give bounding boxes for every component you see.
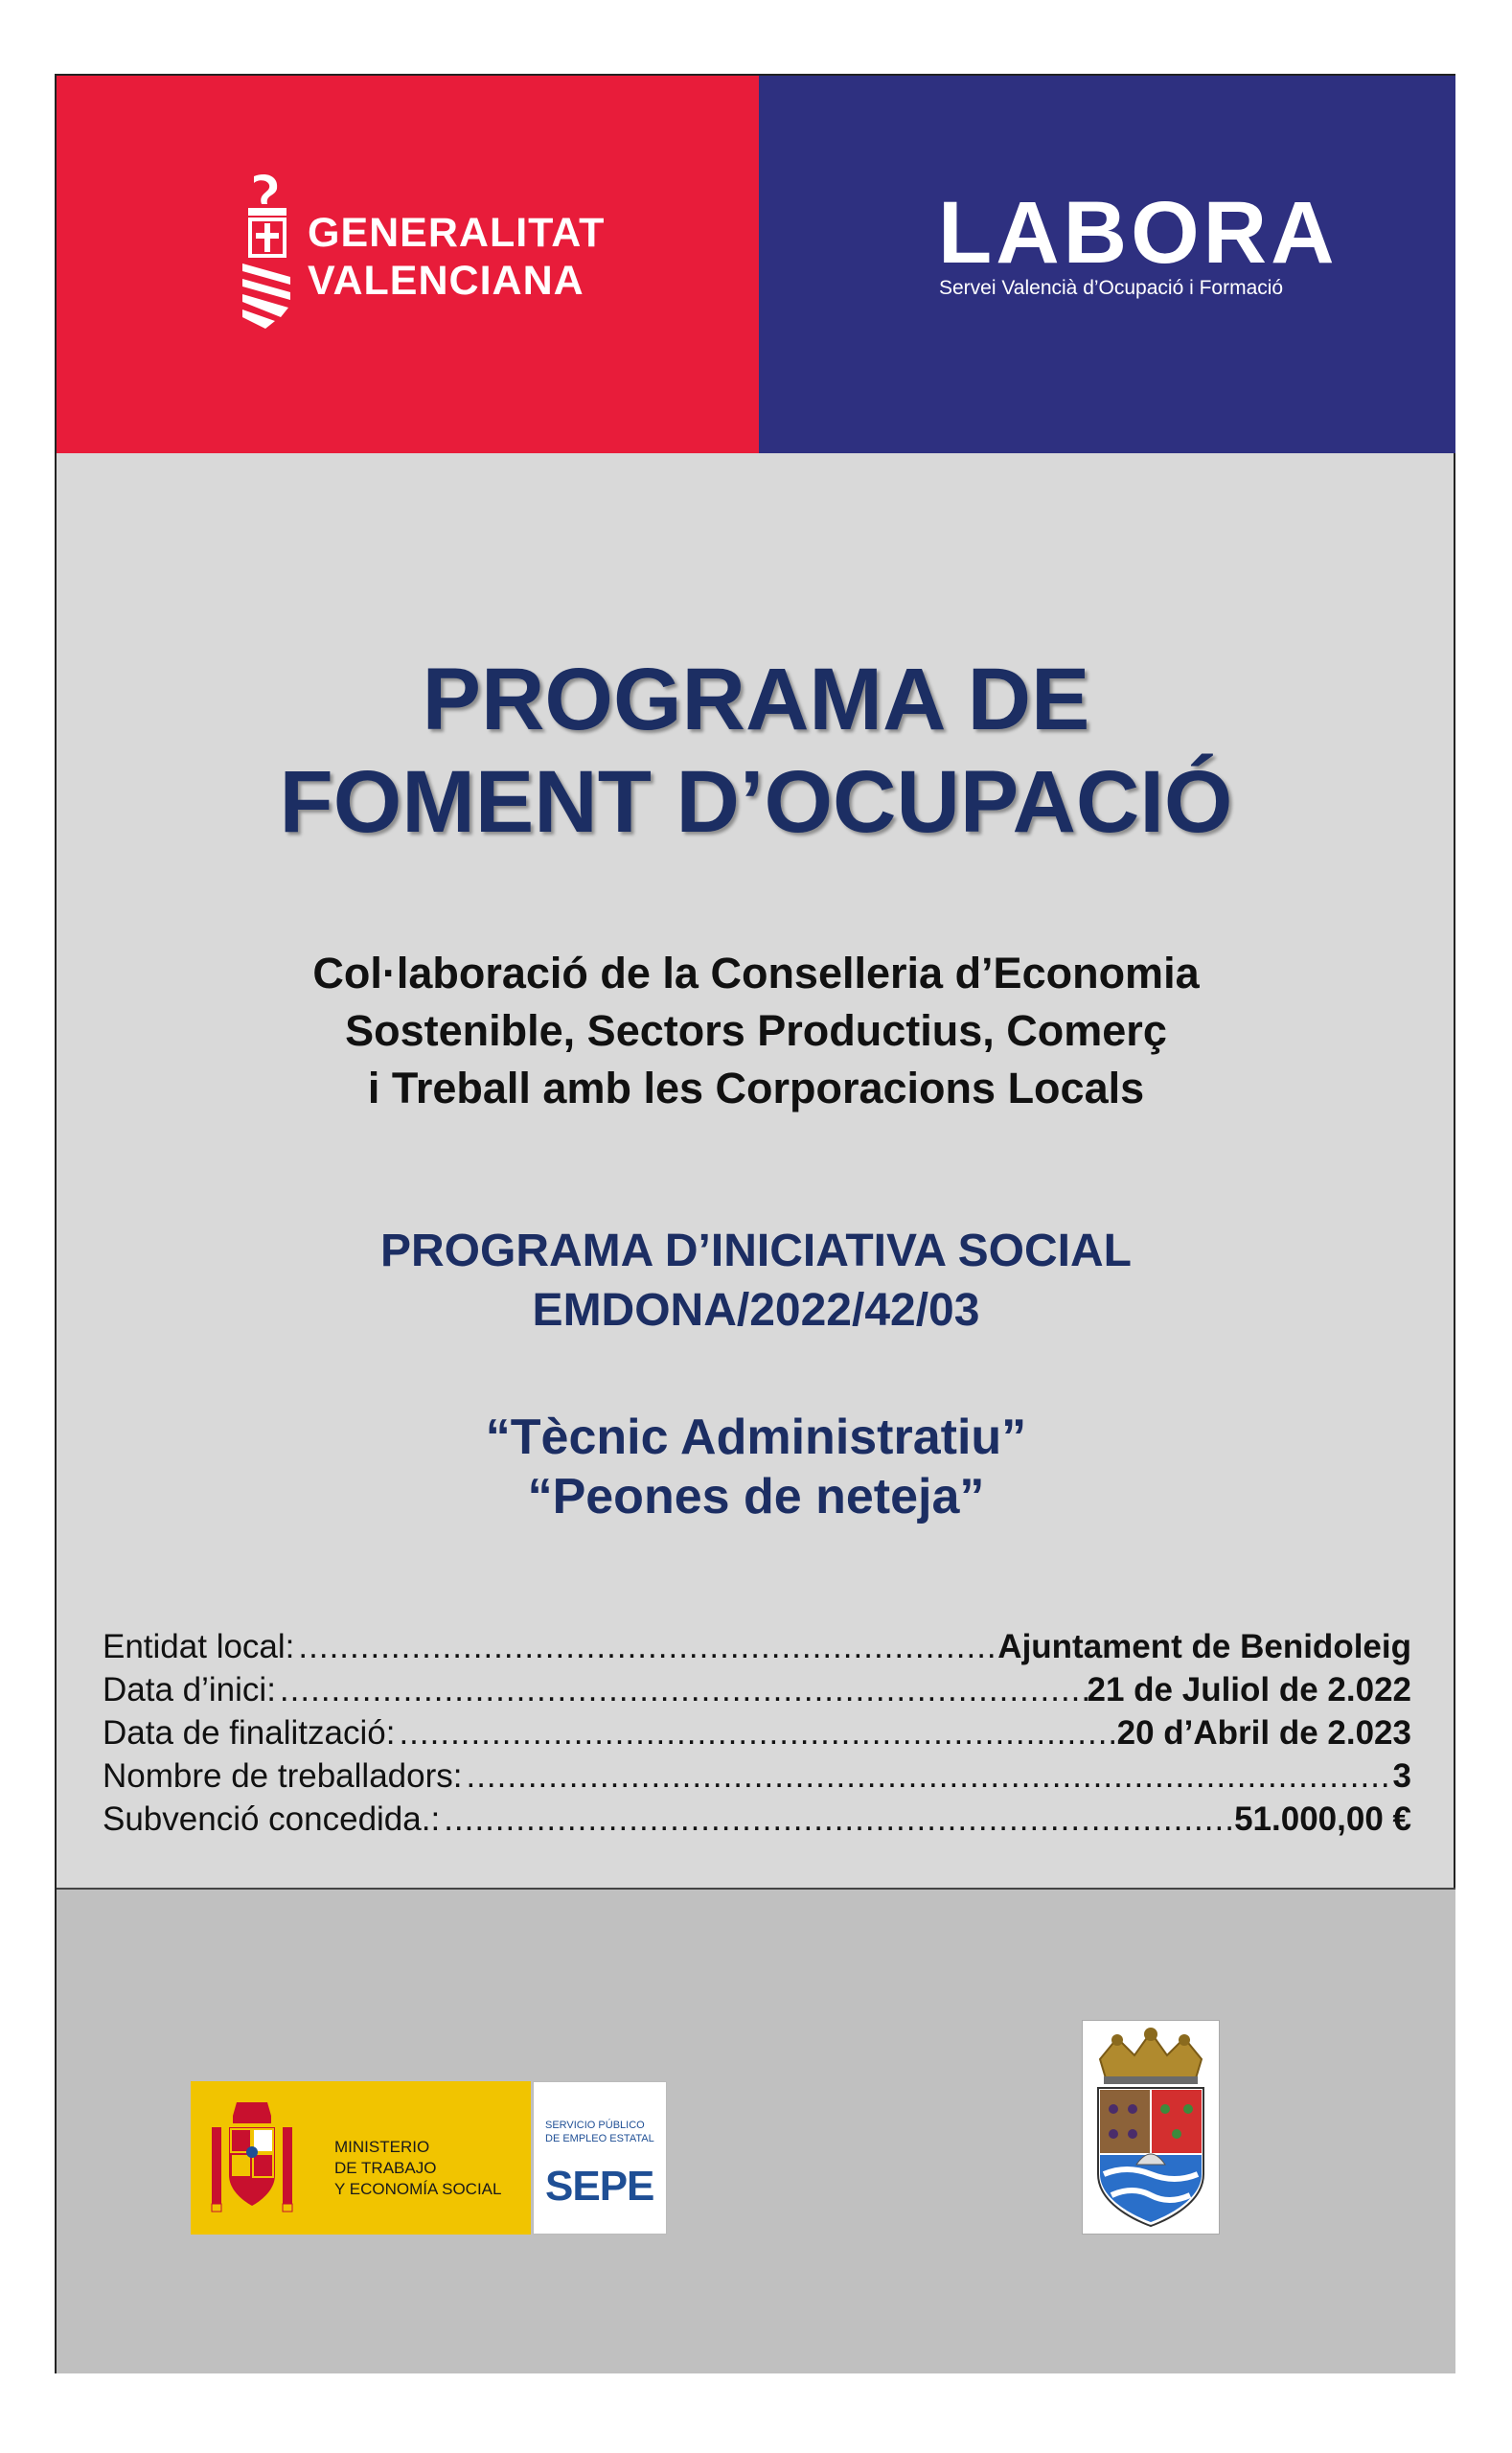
sponsors-footer (57, 1888, 1455, 2373)
poster (55, 74, 1455, 2373)
detail-label: Subvenció concedida.: (103, 1800, 441, 1838)
detail-value: Ajuntament de Benidoleig (997, 1628, 1411, 1665)
sepe-subtitle (545, 2119, 654, 2145)
job-titles (57, 1408, 1455, 1526)
generalitat-emblem-icon (237, 172, 296, 330)
spain-coat-of-arms-icon (208, 2098, 296, 2217)
collaboration-line: Sostenible, Sectors Productius, Comerç (345, 1006, 1167, 1055)
sepe-subtitle-line: DE EMPLEO ESTATAL (545, 2133, 654, 2144)
ministry-name (334, 2137, 501, 2200)
dot-leader (462, 1754, 1392, 1798)
ministry-line: DE TRABAJO (334, 2159, 437, 2177)
generalitat-line2: VALENCIANA (308, 258, 584, 304)
ministry-logo (191, 2081, 531, 2235)
dot-leader (294, 1625, 997, 1668)
sepe-wordmark: SEPE (545, 2163, 654, 2210)
collaboration-text (57, 945, 1455, 1117)
detail-row (103, 1754, 1411, 1798)
detail-label: Nombre de treballadors: (103, 1757, 463, 1795)
detail-row (103, 1711, 1411, 1754)
detail-value: 51.000,00 € (1234, 1800, 1411, 1838)
sepe-logo (533, 2081, 667, 2235)
generalitat-logo (237, 172, 606, 334)
generalitat-band (57, 76, 759, 453)
job-title: “Tècnic Administratiu” (485, 1410, 1027, 1465)
job-title: “Peones de neteja” (527, 1469, 985, 1525)
detail-value: 3 (1392, 1757, 1411, 1795)
main-title-line: FOMENT D’OCUPACIÓ (279, 753, 1233, 851)
dot-leader (440, 1798, 1234, 1841)
detail-row (103, 1668, 1411, 1711)
detail-label: Entidat local: (103, 1628, 295, 1665)
dot-leader (276, 1668, 1088, 1711)
labora-logo: LABORA (938, 184, 1339, 282)
ministry-line: MINISTERIO (334, 2138, 430, 2156)
collaboration-line: i Treball amb les Corporacions Locals (367, 1064, 1145, 1112)
municipal-coat-of-arms-icon (1083, 2021, 1219, 2234)
main-title-line: PROGRAMA DE (422, 651, 1090, 748)
municipal-coat-of-arms (1082, 2020, 1220, 2235)
program-name: PROGRAMA D’INICIATIVA SOCIAL (380, 1226, 1132, 1276)
details-list (103, 1625, 1411, 1841)
labora-subtitle: Servei Valencià d’Ocupació i Formació (939, 277, 1284, 299)
ministry-line: Y ECONOMÍA SOCIAL (334, 2180, 502, 2198)
detail-value: 21 de Juliol de 2.022 (1087, 1671, 1411, 1708)
collaboration-line: Col·laboració de la Conselleria d’Economia (312, 949, 1200, 997)
detail-value: 20 d’Abril de 2.023 (1116, 1714, 1411, 1752)
program-code: EMDONA/2022/42/03 (532, 1285, 980, 1336)
detail-row (103, 1798, 1411, 1841)
sepe-subtitle-line: SERVICIO PÚBLICO (545, 2120, 645, 2131)
program-heading (57, 1222, 1455, 1341)
main-title (57, 649, 1455, 854)
detail-row (103, 1625, 1411, 1668)
detail-label: Data de finalització: (103, 1714, 396, 1752)
detail-label: Data d’inici: (103, 1671, 276, 1708)
generalitat-line1: GENERALITAT (308, 210, 606, 256)
dot-leader (395, 1711, 1116, 1754)
